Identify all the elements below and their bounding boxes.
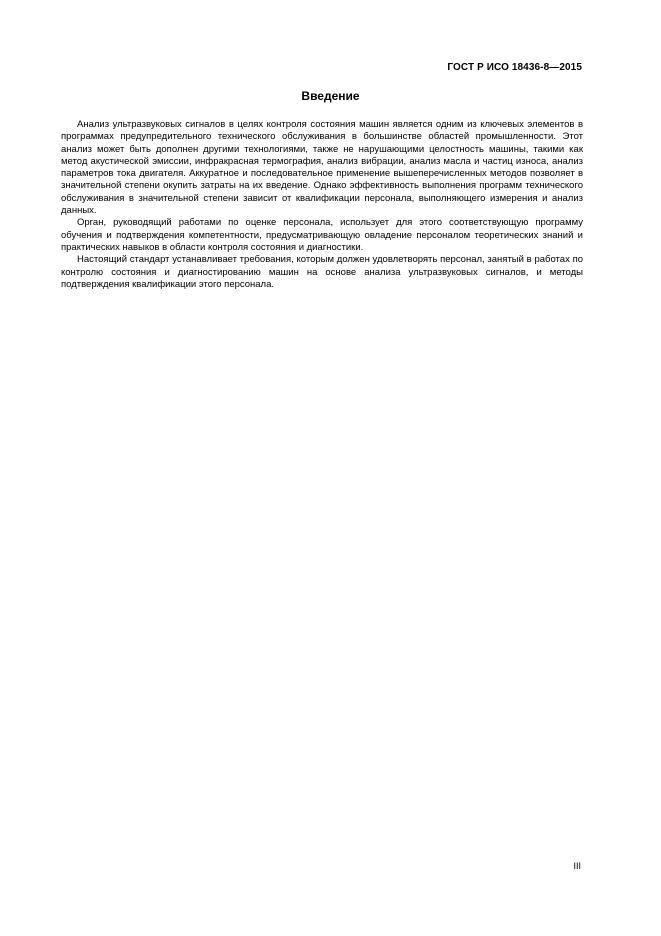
paragraph-3: Настоящий стандарт устанавливает требования, которым должен удовлетворять персонал, занятый в работах по контролю состояния и диагностированию машин на основе анализа ультразвуковых сигналов, и методы подтверждения квалификации этого персонала. xyxy=(61,254,583,290)
paragraph-2: Орган, руководящий работами по оценке персонала, использует для этого соответствующую программу обучения и подтверждения компетентности, предусматривающую овладение персоналом теоретических знаний и практических навыков в области контроля состояния и диагностики. xyxy=(61,217,583,253)
body-text xyxy=(61,119,583,291)
page-number: III xyxy=(573,861,581,871)
standard-id-header: ГОСТ Р ИСО 18436-8—2015 xyxy=(447,62,582,73)
paragraph-1: Анализ ультразвуковых сигналов в целях контроля состояния машин является одним из ключевых элементов в программах предупредительного технического обслуживания в большинстве областей промышленности. Этот анализ может быть дополнен другими технологиями, также не нарушающими целостность машины, такими как метод акустической эмиссии, инфракрасная термография, анализ вибрации, анализ масла и частиц износа, анализ параметров тока двигателя. Аккуратное и последовательное применение вышеперечисленных методов позволяет в значительной степени окупить затраты на их введение. Однако эффективность выполнения программ технического обслуживания в значительной степени зависит от квалификации персонала, выполняющего измерения и анализ данных. xyxy=(61,119,583,217)
section-title: Введение xyxy=(301,89,360,103)
